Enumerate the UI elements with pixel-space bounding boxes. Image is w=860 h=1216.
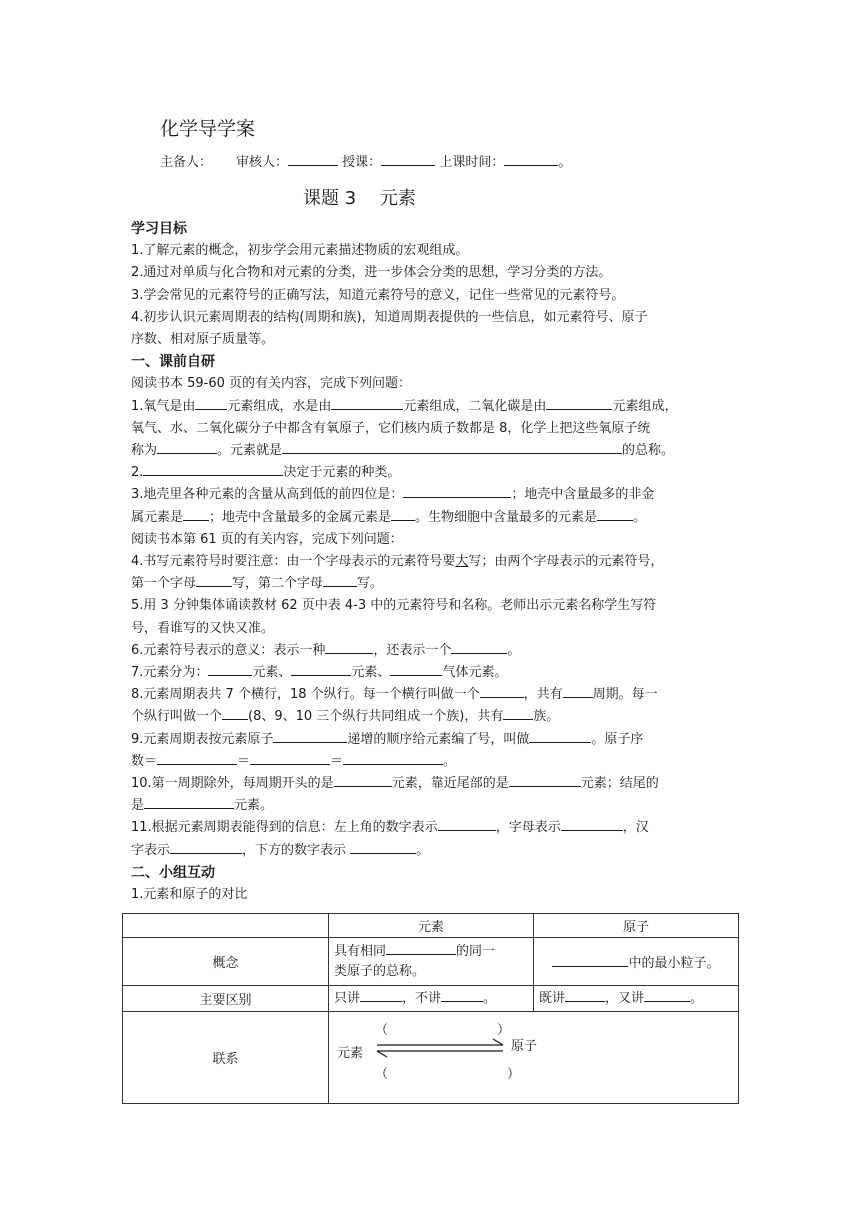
answer-blank[interactable]: [509, 773, 581, 787]
table-header-row: [123, 914, 739, 938]
objective-item: 1.了解元素的概念，初步学会用元素描述物质的宏观组成。: [131, 243, 469, 259]
question-6: 6.元素符号表示的意义：表示一种 ，还表示一个 。: [131, 640, 736, 662]
section2-heading: 二、小组互动: [131, 864, 215, 881]
answer-blank[interactable]: [331, 396, 403, 410]
answer-blank[interactable]: [195, 396, 227, 410]
answer-blank[interactable]: [438, 817, 496, 831]
question-10: 10.第一周期除外，每周期开头的是 元素，靠近尾部的是 元素；结尾的: [131, 773, 736, 795]
document-title: 化学导学案: [160, 118, 256, 140]
comparison-subtitle: 1.元素和原子的对比: [131, 887, 248, 903]
answer-blank[interactable]: [546, 396, 612, 410]
answer-blank[interactable]: [143, 462, 283, 476]
reviewer-label: 审核人：: [236, 155, 289, 170]
question-4: 4.书写元素符号时要注意：由一个字母表示的元素符号要大写；由两个字母表示的元素符号，: [131, 554, 664, 570]
relation-cell: [329, 1012, 739, 1104]
question-3: 3.地壳里各种元素的含量从高到低的前四位是： ；地壳中含量最多的非金: [131, 484, 736, 506]
class-time-blank[interactable]: [504, 152, 558, 166]
answer-blank[interactable]: [529, 729, 591, 743]
reading-instruction: 阅读书本第 61 页的有关内容，完成下列问题：: [131, 531, 403, 547]
answer-blank[interactable]: [208, 662, 252, 676]
answer-blank[interactable]: [390, 662, 442, 676]
question-11: 11.根据元素周期表能得到的信息：左上角的数字表示 ，字母表示 ，汉: [131, 817, 736, 839]
row-label: 主要区别: [123, 986, 329, 1012]
reading-instruction: 阅读书本 59-60 页的有关内容，完成下列问题：: [131, 376, 412, 392]
row-label: 联系: [123, 1012, 329, 1104]
table-header-cell: [123, 914, 329, 938]
question-1-cont: 称为 。元素就是 的总称。: [131, 440, 736, 462]
answer-blank[interactable]: [222, 706, 248, 720]
question-7: 7.元素分为： 元素、 元素、 气体元素。: [131, 662, 736, 684]
table-row: [123, 986, 739, 1012]
worksheet-body: [131, 218, 736, 906]
element-label: 元素: [337, 1045, 364, 1061]
question-4-cont: 第一个字母 写，第二个字母 写。: [131, 573, 736, 595]
answer-blank[interactable]: [441, 988, 483, 1002]
answer-blank[interactable]: [282, 440, 622, 454]
staff-line: 主备人： 审核人： 授课： 上课时间： 。: [160, 151, 571, 170]
question-2: 2. 决定于元素的种类。: [131, 462, 736, 484]
answer-blank[interactable]: [360, 988, 402, 1002]
objective-item: 2.通过对单质与化合物和对元素的分类，进一步体会分类的思想，学习分类的方法。: [131, 265, 612, 281]
answer-blank[interactable]: [334, 773, 392, 787]
table-row: [123, 938, 739, 986]
answer-blank[interactable]: [403, 484, 511, 498]
question-9: 9.元素周期表按元素原子 递增的顺序给元素编了号，叫做 。原子序: [131, 729, 736, 751]
answer-blank[interactable]: [391, 507, 415, 521]
question-1: 1.氧气是由 元素组成，水是由 元素组成，二氧化碳是由 元素组成，: [131, 396, 736, 418]
question-1-cont: 氧气、水、二氧化碳分子中都含有氧原子，它们核内质子数都是 8，化学上把这些氧原子统: [131, 420, 651, 436]
answer-blank[interactable]: [480, 684, 524, 698]
reviewer-blank[interactable]: [288, 152, 338, 166]
objective-item: 4.初步认识元素周期表的结构(周期和族)，知道周期表提供的一些信息，如元素符号、原子: [131, 309, 648, 325]
answer-blank[interactable]: [563, 684, 593, 698]
atom-diff-cell: 既讲 ，又讲 。: [534, 986, 739, 1012]
table-row: [123, 1012, 739, 1104]
answer-blank[interactable]: [183, 507, 209, 521]
objective-item: 序数、相对原子质量等。: [131, 332, 275, 348]
answer-blank[interactable]: [157, 440, 217, 454]
answer-blank[interactable]: [250, 751, 330, 765]
answer-blank[interactable]: [350, 840, 416, 854]
answer-blank[interactable]: [552, 953, 628, 967]
relation-diagram: 元素 （ ） 原子 （ ）: [337, 1022, 538, 1082]
answer-blank[interactable]: [170, 840, 242, 854]
answer-blank[interactable]: [561, 817, 623, 831]
answer-blank[interactable]: [597, 507, 633, 521]
question-9-cont: 数＝ ＝ ＝ 。: [131, 751, 736, 773]
table-header-cell: 原子: [534, 914, 739, 938]
answer-blank[interactable]: [323, 573, 357, 587]
atom-label: 原子: [511, 1038, 538, 1054]
answer-blank[interactable]: [144, 795, 234, 809]
answer-blank[interactable]: [565, 988, 605, 1002]
answer-blank[interactable]: [386, 941, 456, 955]
question-8: 8.元素周期表共 7 个横行，18 个纵行。每一个横行叫做一个 ，共有 周期。每一: [131, 684, 736, 706]
teacher-label: 授课：: [342, 155, 382, 170]
row-label: 概念: [123, 938, 329, 986]
question-10-cont: 是 元素。: [131, 795, 736, 817]
answer-blank[interactable]: [343, 751, 443, 765]
answer-blank[interactable]: [196, 573, 232, 587]
element-atom-comparison-table: [122, 913, 739, 1104]
answer-blank[interactable]: [291, 662, 351, 676]
element-concept-cell: 具有相同 的同一 类原子的总称。: [329, 938, 534, 986]
answer-blank[interactable]: [503, 706, 533, 720]
question-3-cont: 属元素是 ；地壳中含量最多的金属元素是 。生物细胞中含量最多的元素是 。: [131, 507, 736, 529]
teacher-blank[interactable]: [381, 152, 435, 166]
answer-blank[interactable]: [644, 988, 690, 1002]
answer-blank[interactable]: [273, 729, 347, 743]
answer-blank[interactable]: [325, 640, 373, 654]
table-header-cell: 元素: [329, 914, 534, 938]
section1-heading: 一、课前自研: [131, 354, 215, 371]
objective-item: 3.学会常见的元素符号的正确写法，知道元素符号的意义，记住一些常见的元素符号。: [131, 287, 625, 303]
reversible-arrows: [373, 1037, 507, 1059]
objectives-heading: 学习目标: [131, 221, 187, 237]
answer-blank[interactable]: [451, 640, 507, 654]
class-time-label: 上课时间：: [439, 155, 505, 170]
answer-blank[interactable]: [157, 751, 237, 765]
atom-concept-cell: 中的最小粒子。: [534, 938, 739, 986]
question-8-cont: 个纵行叫做一个 (8、9、10 三个纵行共同组成一个族)，共有 族。: [131, 706, 736, 728]
question-5-cont: 号，看谁写的又快又准。: [131, 620, 275, 636]
question-5: 5.用 3 分钟集体诵读教材 62 页中表 4-3 中的元素符号和名称。老师出示元素名称学生写符: [131, 598, 657, 614]
lesson-title: 课题 3 元素: [303, 188, 416, 209]
element-diff-cell: 只讲 ，不讲 。: [329, 986, 534, 1012]
question-11-cont: 字表示 ，下方的数字表示 。: [131, 840, 736, 862]
preparer-label: 主备人：: [160, 155, 213, 170]
